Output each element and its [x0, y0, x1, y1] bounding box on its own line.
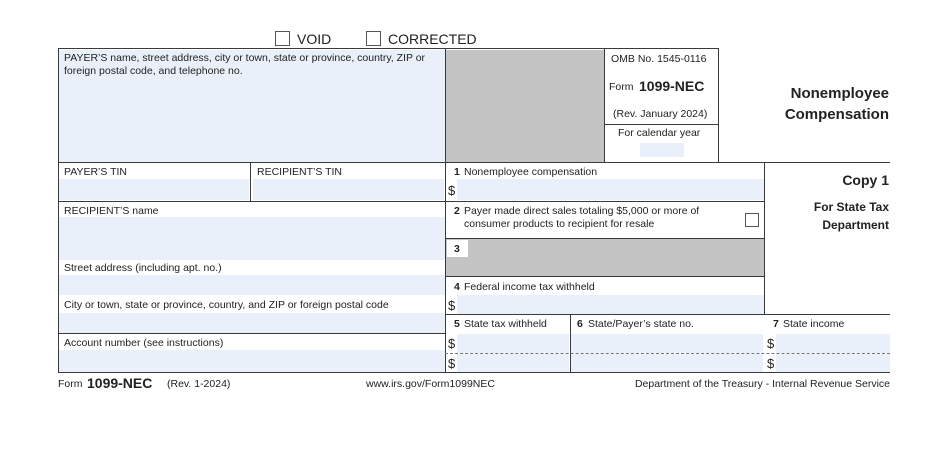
shaded-reserved-area	[446, 50, 604, 162]
box7-number: 7	[773, 318, 779, 330]
rule-account-top	[58, 333, 446, 334]
calendar-year-label: For calendar year	[618, 127, 701, 139]
rule-row-state	[445, 314, 890, 315]
box7-dollar-1: $	[767, 336, 775, 351]
box7-dollar-2: $	[767, 356, 775, 371]
copy-label: Copy 1	[842, 172, 889, 188]
omb-number: OMB No. 1545-0116	[611, 53, 707, 65]
rule-box2-bottom	[445, 238, 765, 239]
calendar-year-field[interactable]	[640, 143, 684, 157]
box1-field[interactable]	[457, 179, 764, 200]
box5-label: State tax withheld	[464, 318, 547, 330]
box1-number: 1	[454, 166, 460, 178]
copy-dept-line2: Department	[822, 218, 889, 232]
form-name: 1099-NEC	[639, 78, 705, 94]
box4-field[interactable]	[457, 295, 764, 314]
footer-department: Department of the Treasury - Internal Revenue Service	[634, 378, 890, 390]
box2-checkbox[interactable]	[745, 213, 759, 227]
payer-tin-label: PAYER’S TIN	[64, 166, 128, 178]
recipient-name-field[interactable]	[59, 217, 445, 260]
box4-number: 4	[454, 281, 460, 293]
payer-tin-field[interactable]	[59, 179, 249, 200]
street-address-label: Street address (including apt. no.)	[64, 262, 222, 274]
rule-state-dashed	[445, 353, 890, 354]
footer-form-prefix: Form	[58, 378, 83, 390]
box4-label: Federal income tax withheld	[464, 281, 595, 293]
box3-number: 3	[454, 243, 460, 255]
box2-label: Payer made direct sales totaling $5,000 or more of consumer products to recipient for resale	[464, 205, 700, 230]
box3-shaded	[446, 239, 764, 276]
recipient-name-label: RECIPIENT’S name	[64, 205, 159, 217]
rule-top	[58, 48, 719, 49]
void-checkbox[interactable]	[275, 31, 290, 46]
rule-box5-box6	[570, 314, 571, 373]
box5-number: 5	[454, 318, 460, 330]
payer-info-label: PAYER’S name, street address, city or town, state or province, country, ZIP or foreign postal code, and telephone no.	[64, 52, 426, 77]
copy-dept-line1: For State Tax	[813, 200, 889, 214]
box5-field-2[interactable]	[457, 354, 569, 372]
void-label: VOID	[297, 31, 332, 47]
title-line2: Compensation	[784, 106, 889, 123]
recipient-tin-label: RECIPIENT’S TIN	[257, 166, 342, 178]
street-address-field[interactable]	[59, 275, 445, 295]
rule-row2	[58, 201, 765, 202]
box7-field-1[interactable]	[776, 334, 890, 353]
rule-bottom	[58, 372, 890, 373]
box1-label: Nonemployee compensation	[464, 166, 598, 178]
rule-row1	[58, 162, 890, 163]
city-field[interactable]	[59, 313, 445, 333]
account-number-label: Account number (see instructions)	[64, 337, 224, 349]
box5-field-1[interactable]	[457, 334, 569, 353]
rule-left	[58, 48, 59, 373]
corrected-label: CORRECTED	[388, 31, 477, 47]
box5-dollar-2: $	[448, 356, 456, 371]
box7-field-2[interactable]	[776, 354, 890, 372]
account-number-field[interactable]	[59, 350, 445, 372]
rule-omb-rev	[604, 124, 719, 125]
form-revision: (Rev. January 2024)	[613, 108, 708, 120]
rule-mid	[445, 48, 446, 373]
box6-number: 6	[577, 318, 583, 330]
box6-field-2[interactable]	[571, 354, 763, 372]
box1-dollar: $	[448, 183, 456, 198]
footer-url: www.irs.gov/Form1099NEC	[366, 378, 495, 390]
box2-number: 2	[454, 205, 460, 217]
rule-omb-right	[718, 48, 719, 163]
box6-label: State/Payer’s state no.	[588, 318, 694, 330]
form-prefix: Form	[609, 81, 634, 93]
recipient-tin-field[interactable]	[253, 179, 444, 200]
box4-dollar: $	[448, 298, 456, 313]
box7-label: State income	[783, 318, 845, 330]
box6-field-1[interactable]	[571, 334, 763, 353]
rule-tin-split	[250, 162, 251, 201]
box5-dollar-1: $	[448, 336, 456, 351]
footer-revision: (Rev. 1-2024)	[167, 378, 231, 390]
footer-form-name: 1099-NEC	[87, 375, 153, 391]
corrected-checkbox[interactable]	[366, 31, 381, 46]
rule-omb-left	[604, 48, 605, 163]
city-label: City or town, state or province, country, and ZIP or foreign postal code	[64, 299, 389, 311]
title-line1: Nonemployee	[790, 85, 889, 102]
rule-box3-bottom	[445, 276, 765, 277]
